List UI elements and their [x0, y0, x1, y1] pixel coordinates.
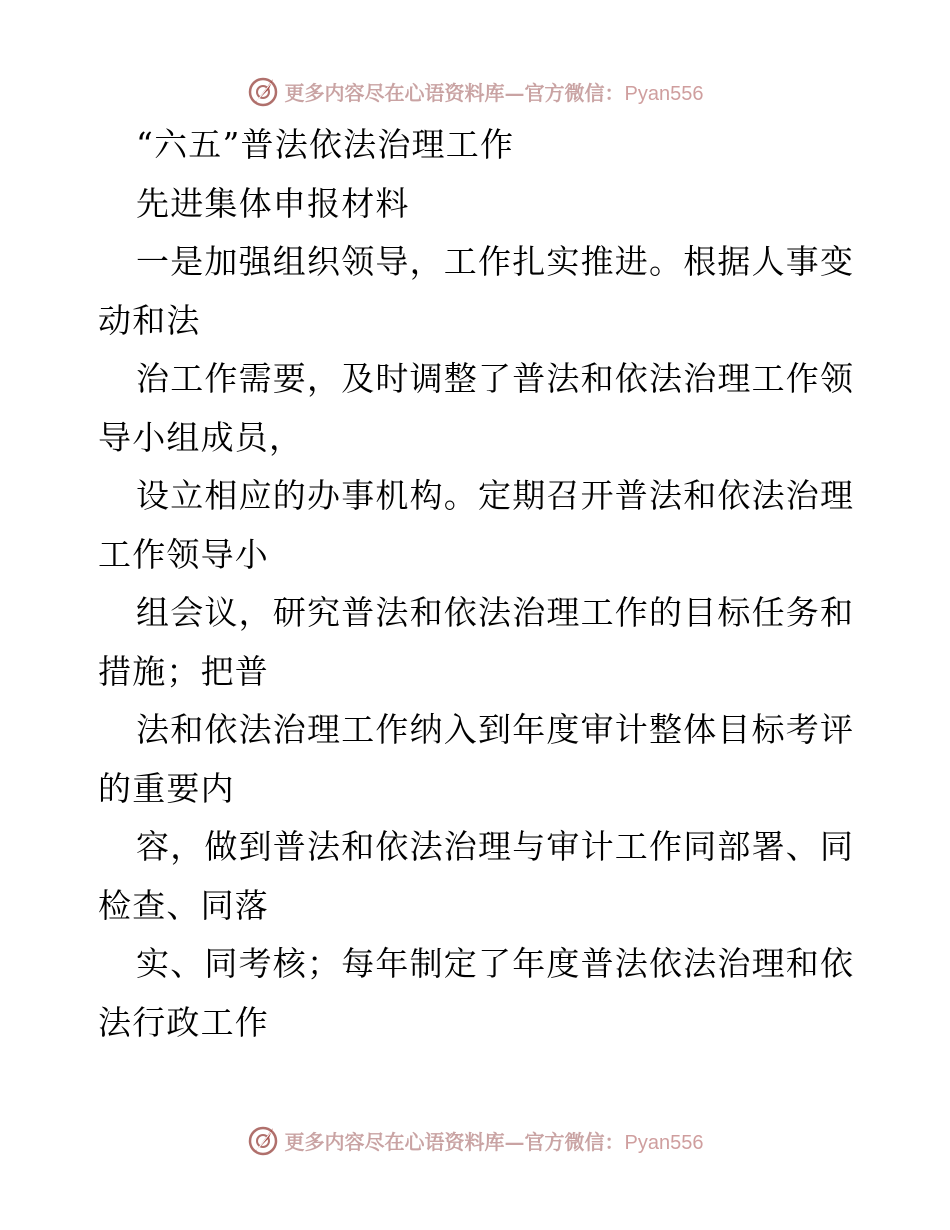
- document-body: [98, 116, 858, 1052]
- document-title-line: 先进集体申报材料: [136, 183, 410, 223]
- paragraph-line: 工作领导小: [98, 534, 269, 574]
- paragraph-line: 治工作需要，及时调整了普法和依法治理工作领: [136, 359, 855, 398]
- paragraph-line: 实、同考核；每年制定了年度普法依法治理和依: [136, 944, 855, 983]
- paragraph-line: 措施；把普: [98, 651, 269, 691]
- paragraph-line: 检查、同落: [98, 885, 269, 925]
- footer-watermark: [0, 1120, 950, 1160]
- paragraph-line: 法和依法治理工作纳入到年度审计整体目标考评: [136, 710, 855, 749]
- quill-logo-icon: [247, 75, 279, 107]
- paragraph-line: 组会议，研究普法和依法治理工作的目标任务和: [136, 593, 855, 632]
- watermark-label: 更多内容尽在心语资料库—官方微信：: [284, 1129, 625, 1154]
- watermark-label: 更多内容尽在心语资料库—官方微信：: [284, 80, 625, 105]
- paragraph-line: 动和法: [98, 300, 201, 340]
- paragraph-line: 容，做到普法和依法治理与审计工作同部署、同: [136, 827, 855, 866]
- watermark-wechat-id: Pyan556: [624, 1131, 704, 1154]
- paragraph-line: 设立相应的办事机构。定期召开普法和依法治理: [136, 476, 855, 515]
- document-title-line: “六五”普法依法治理工作: [136, 125, 515, 164]
- paragraph-line: 一是加强组织领导，工作扎实推进。根据人事变: [136, 242, 855, 281]
- watermark-wechat-id: Pyan556: [624, 82, 704, 105]
- header-watermark: [0, 71, 950, 111]
- paragraph-line: 的重要内: [98, 768, 235, 808]
- watermark-text: [285, 1126, 704, 1155]
- paragraph-line: 法行政工作: [98, 1002, 269, 1042]
- paragraph-line: 导小组成员，: [98, 417, 304, 457]
- quill-logo-icon: [247, 1124, 279, 1156]
- watermark-text: [285, 77, 704, 106]
